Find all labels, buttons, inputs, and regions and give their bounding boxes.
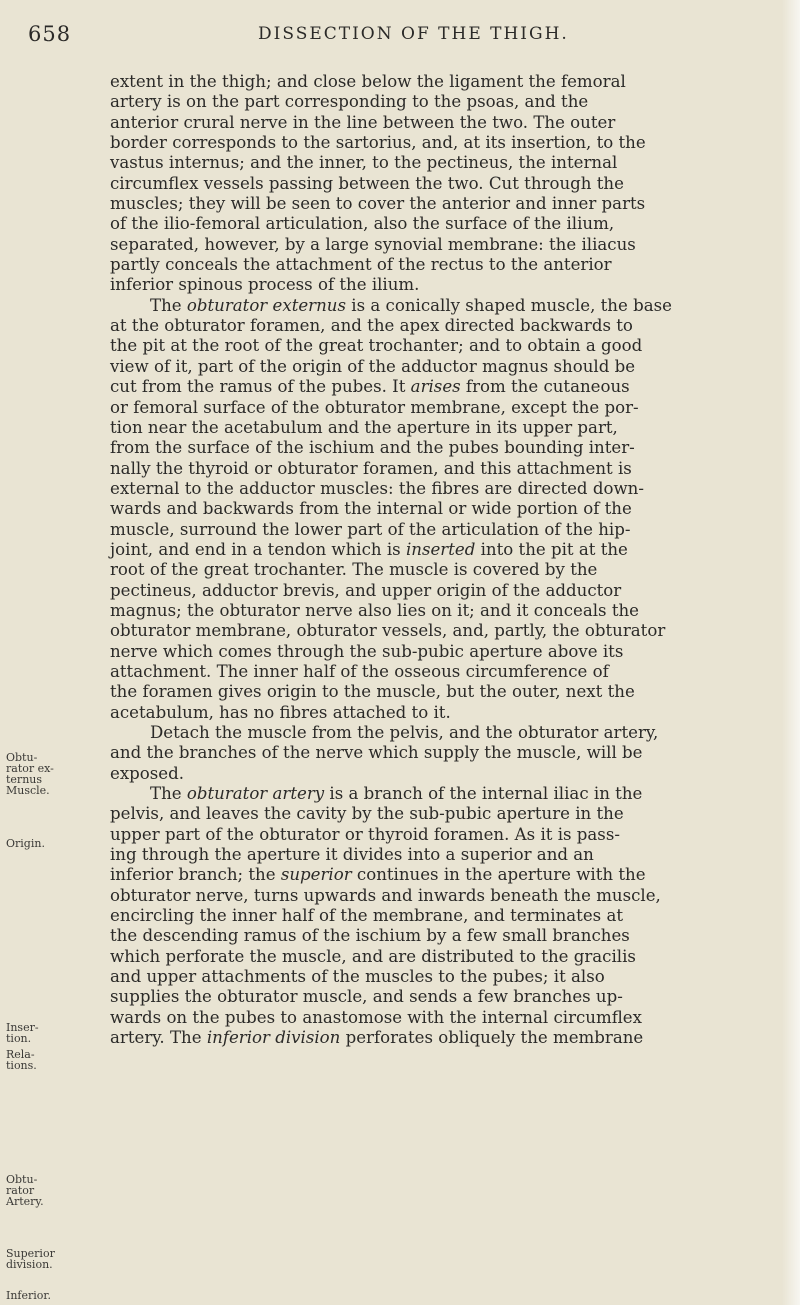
- margin-note-line: Obtu-: [6, 751, 38, 764]
- margin-note-line: division.: [6, 1258, 53, 1271]
- text-line: the descending ramus of the ischium by a few small branches: [110, 926, 630, 946]
- text-line: wards and backwards from the internal or wide portion of the: [110, 499, 632, 519]
- text-line: obturator nerve, turns upwards and inwards beneath the muscle,: [110, 885, 661, 905]
- text-line: The obturator artery is a branch of the internal iliac in the: [150, 784, 643, 804]
- paragraph-2: [110, 296, 780, 723]
- text-line: magnus; the obturator nerve also lies on it; and it conceals the: [110, 600, 639, 620]
- text-line: ing through the aperture it divides into a superior and an: [110, 845, 594, 865]
- text-line: circumflex vessels passing between the two. Cut through the: [110, 173, 624, 193]
- margin-note-obturator-externus-muscle: [6, 752, 68, 796]
- paragraph-3: [110, 723, 780, 784]
- margin-note-insertion: [6, 1022, 68, 1044]
- body-text: [110, 72, 780, 1049]
- text-line: the foramen gives origin to the muscle, but the outer, next the: [110, 682, 635, 702]
- margin-note-origin: [6, 838, 68, 849]
- text-line: and the branches of the nerve which supply the muscle, will be: [110, 743, 643, 763]
- text-line: or femoral surface of the obturator membrane, except the por-: [110, 397, 639, 417]
- text-line: partly conceals the attachment of the rectus to the anterior: [110, 255, 612, 275]
- text-line: external to the adductor muscles: the fibres are directed down-: [110, 478, 644, 498]
- paragraph-4: [110, 784, 780, 1048]
- text-line: the pit at the root of the great trochanter; and to obtain a good: [110, 336, 643, 356]
- text-line: joint, and end in a tendon which is inserted into the pit at the: [110, 539, 628, 559]
- running-head: DISSECTION OF THE THIGH.: [258, 24, 569, 44]
- text-line: vastus internus; and the inner, to the pectineus, the internal: [110, 153, 618, 173]
- text-line: supplies the obturator muscle, and sends a few branches up-: [110, 987, 623, 1007]
- text-line: acetabulum, has no fibres attached to it.: [110, 702, 451, 722]
- margin-note-line: ternus: [6, 773, 43, 786]
- margin-note-line: Inser-: [6, 1021, 39, 1034]
- text-line: exposed.: [110, 763, 185, 783]
- margin-note-line: tion.: [6, 1032, 32, 1045]
- text-line: and upper attachments of the muscles to the pubes; it also: [110, 967, 605, 987]
- margin-note-line: Superior: [6, 1247, 55, 1260]
- text-line: pectineus, adductor brevis, and upper origin of the adductor: [110, 580, 622, 600]
- text-line: of the ilio-femoral articulation, also the surface of the ilium,: [110, 214, 615, 234]
- italic-term: obturator externus: [186, 295, 347, 315]
- text-line: separated, however, by a large synovial membrane: the iliacus: [110, 234, 636, 254]
- text-line: inferior branch; the superior continues in the aperture with the: [110, 865, 646, 885]
- italic-term: arises: [410, 377, 461, 397]
- text-line: artery is on the part corresponding to the psoas, and the: [110, 92, 589, 112]
- text-line: wards on the pubes to anastomose with the internal circumflex: [110, 1007, 642, 1027]
- margin-note-inferior: [6, 1290, 68, 1301]
- margin-note-line: Inferior.: [6, 1289, 51, 1302]
- page-edge: [782, 0, 800, 1305]
- text-line: inferior spinous process of the ilium.: [110, 275, 420, 295]
- margin-note-line: tions.: [6, 1059, 37, 1072]
- text-line: cut from the ramus of the pubes. It arises from the cutaneous: [110, 377, 630, 397]
- text-line: tion near the acetabulum and the aperture in its upper part,: [110, 417, 618, 437]
- margin-note-line: rator ex-: [6, 762, 54, 775]
- margin-note-line: Muscle.: [6, 784, 50, 797]
- margin-note-superior-division: [6, 1248, 68, 1270]
- text-line: attachment. The inner half of the osseous circumference of: [110, 661, 609, 681]
- text-line: nally the thyroid or obturator foramen, and this attachment is: [110, 458, 632, 478]
- text-line: Detach the muscle from the pelvis, and the obturator artery,: [150, 723, 659, 742]
- text-line: pelvis, and leaves the cavity by the sub-pubic aperture in the: [110, 804, 624, 824]
- margin-note-line: Rela-: [6, 1048, 35, 1061]
- margin-note-line: Origin.: [6, 837, 45, 850]
- text-line: artery. The inferior division perforates obliquely the membrane: [110, 1028, 644, 1048]
- text-line: The obturator externus is a conically shaped muscle, the base: [150, 295, 672, 315]
- italic-term: inferior division: [206, 1028, 341, 1048]
- text-line: at the obturator foramen, and the apex directed backwards to: [110, 316, 633, 336]
- text-line: encircling the inner half of the membrane, and terminates at: [110, 906, 624, 926]
- margin-note-line: Artery.: [6, 1195, 44, 1208]
- page-number: 658: [28, 22, 72, 46]
- text-line: muscle, surround the lower part of the articulation of the hip-: [110, 519, 631, 539]
- margin-note-relations: [6, 1049, 68, 1071]
- text-line: muscles; they will be seen to cover the anterior and inner parts: [110, 194, 646, 214]
- margin-note-obturator-artery: [6, 1174, 68, 1207]
- text-line: root of the great trochanter. The muscle is covered by the: [110, 560, 598, 580]
- text-line: which perforate the muscle, and are distributed to the gracilis: [110, 946, 636, 966]
- margin-note-line: Obtu-: [6, 1173, 38, 1186]
- text-line: upper part of the obturator or thyroid foramen. As it is pass-: [110, 824, 620, 844]
- text-line: nerve which comes through the sub-pubic aperture above its: [110, 641, 624, 661]
- text-line: extent in the thigh; and close below the ligament the femoral: [110, 72, 626, 91]
- text-line: obturator membrane, obturator vessels, and, partly, the obturator: [110, 621, 666, 641]
- text-line: anterior crural nerve in the line between the two. The outer: [110, 112, 616, 132]
- paragraph-1: [110, 72, 780, 296]
- italic-term: inserted: [405, 539, 476, 559]
- italic-term: obturator artery: [186, 784, 325, 804]
- text-line: view of it, part of the origin of the adductor magnus should be: [110, 356, 636, 376]
- text-line: border corresponds to the sartorius, and, at its insertion, to the: [110, 133, 646, 153]
- text-line: from the surface of the ischium and the pubes bounding inter-: [110, 438, 635, 458]
- page-header: [28, 22, 760, 52]
- italic-term: superior: [280, 865, 352, 885]
- margin-note-line: rator: [6, 1184, 35, 1197]
